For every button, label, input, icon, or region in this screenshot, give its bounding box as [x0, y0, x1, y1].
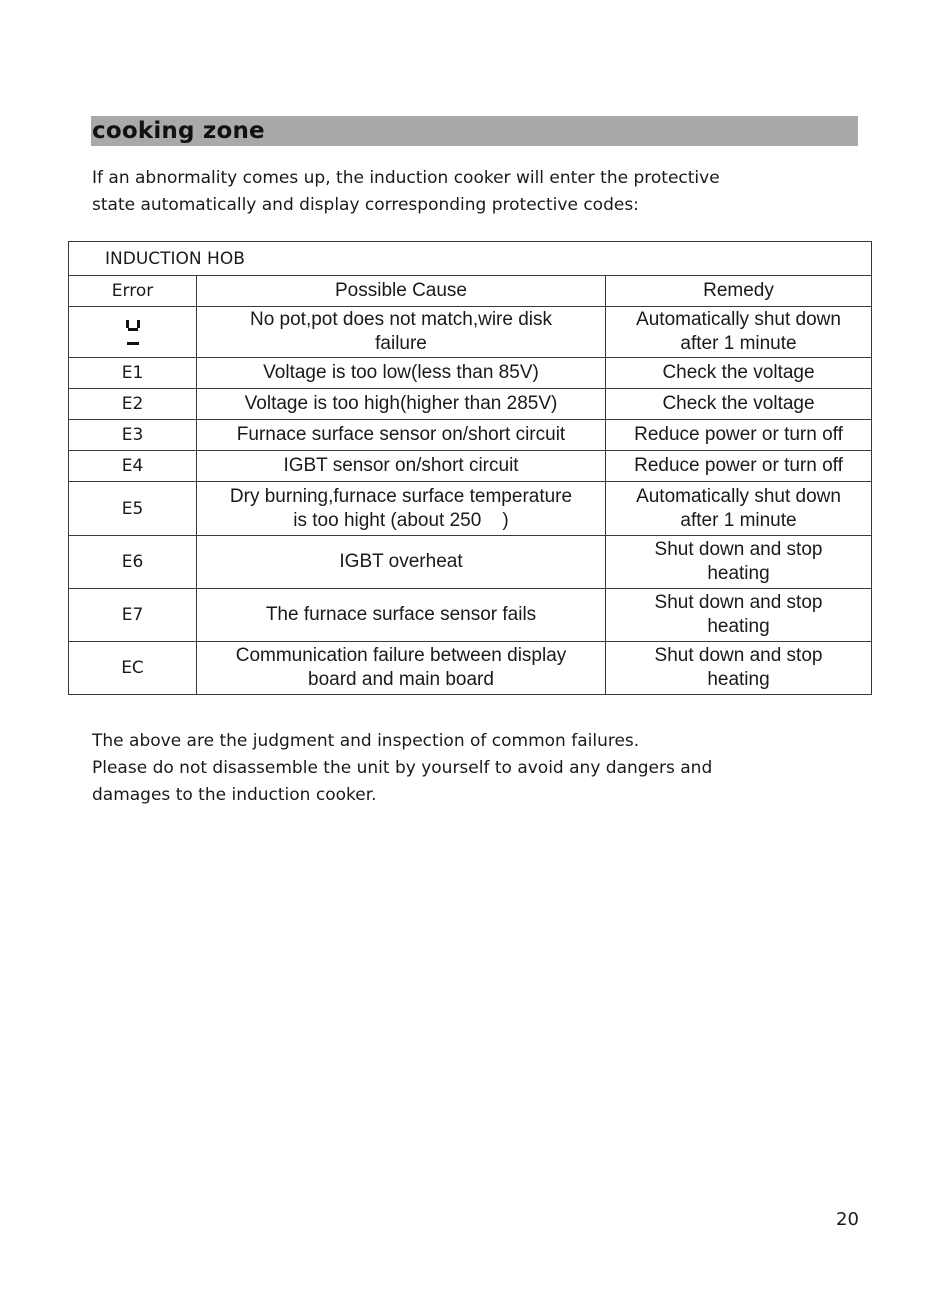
remedy-line: Automatically shut down	[636, 485, 841, 507]
header-cause: Possible Cause	[197, 276, 606, 307]
cause-line: board and main board	[308, 669, 494, 690]
cause-line: is too hight (about 250 )	[293, 509, 509, 531]
outro-line: damages to the induction cooker.	[92, 785, 377, 805]
no-pot-symbol-icon	[123, 318, 143, 346]
remedy-line: Shut down and stop	[654, 592, 823, 613]
remedy-cell	[606, 642, 872, 695]
remedy-line: Shut down and stop	[654, 539, 823, 560]
intro-line: If an abnormality comes up, the induction cooker will enter the protective	[92, 168, 720, 188]
remedy-line: Shut down and stop	[654, 645, 823, 666]
table-row	[69, 642, 872, 695]
table-row	[69, 451, 872, 482]
table-row	[69, 358, 872, 389]
remedy-cell	[606, 589, 872, 642]
remedy-cell: Check the voltage	[606, 358, 872, 389]
remedy-line: heating	[707, 669, 770, 690]
table-row	[69, 420, 872, 451]
remedy-cell	[606, 536, 872, 589]
cause-cell	[197, 482, 606, 536]
cause-line: No pot,pot does not match,wire disk	[249, 309, 553, 330]
outro-paragraph	[92, 728, 852, 809]
cause-cell: Furnace surface sensor on/short circuit	[197, 420, 606, 451]
remedy-line: Automatically shut down	[636, 309, 841, 330]
table-row	[69, 482, 872, 536]
table-row	[69, 536, 872, 589]
remedy-line: heating	[707, 563, 770, 584]
section-heading-bar	[91, 116, 858, 146]
error-code-cell: E6	[69, 536, 197, 589]
error-code-cell: E1	[69, 358, 197, 389]
remedy-cell	[606, 482, 872, 536]
error-code-cell: E4	[69, 451, 197, 482]
header-remedy: Remedy	[606, 276, 872, 307]
remedy-cell	[606, 307, 872, 358]
cause-line: Dry burning,furnace surface temperature	[229, 485, 573, 507]
error-code-cell: E2	[69, 389, 197, 420]
table-row	[69, 589, 872, 642]
remedy-line: after 1 minute	[680, 509, 797, 531]
remedy-line: after 1 minute	[680, 333, 797, 354]
error-code-cell	[69, 307, 197, 358]
table-title: INDUCTION HOB	[69, 242, 872, 276]
intro-line: state automatically and display corresponding protective codes:	[92, 195, 639, 215]
cause-cell: IGBT sensor on/short circuit	[197, 451, 606, 482]
cause-cell: Voltage is too high(higher than 285V)	[197, 389, 606, 420]
error-code-cell: E7	[69, 589, 197, 642]
error-code-cell: E3	[69, 420, 197, 451]
error-code-cell: E5	[69, 482, 197, 536]
header-error: Error	[69, 276, 197, 307]
cause-line: failure	[375, 333, 427, 354]
cause-cell: IGBT overheat	[197, 536, 606, 589]
section-title: cooking zone	[92, 118, 265, 144]
error-code-table	[68, 241, 872, 695]
cause-cell	[197, 307, 606, 358]
table-row	[69, 389, 872, 420]
remedy-cell: Check the voltage	[606, 389, 872, 420]
cause-cell	[197, 642, 606, 695]
outro-line: Please do not disassemble the unit by yourself to avoid any dangers and	[92, 758, 713, 778]
cause-cell: The furnace surface sensor fails	[197, 589, 606, 642]
table-row	[69, 307, 872, 358]
page-number: 20	[836, 1209, 859, 1230]
table-title-row	[69, 242, 872, 276]
remedy-cell: Reduce power or turn off	[606, 451, 872, 482]
outro-line: The above are the judgment and inspection of common failures.	[92, 731, 640, 751]
cause-cell: Voltage is too low(less than 85V)	[197, 358, 606, 389]
error-code-cell: EC	[69, 642, 197, 695]
remedy-cell: Reduce power or turn off	[606, 420, 872, 451]
remedy-line: heating	[707, 616, 770, 637]
intro-paragraph	[92, 165, 852, 219]
table-header-row	[69, 276, 872, 307]
cause-line: Communication failure between display	[235, 645, 567, 666]
